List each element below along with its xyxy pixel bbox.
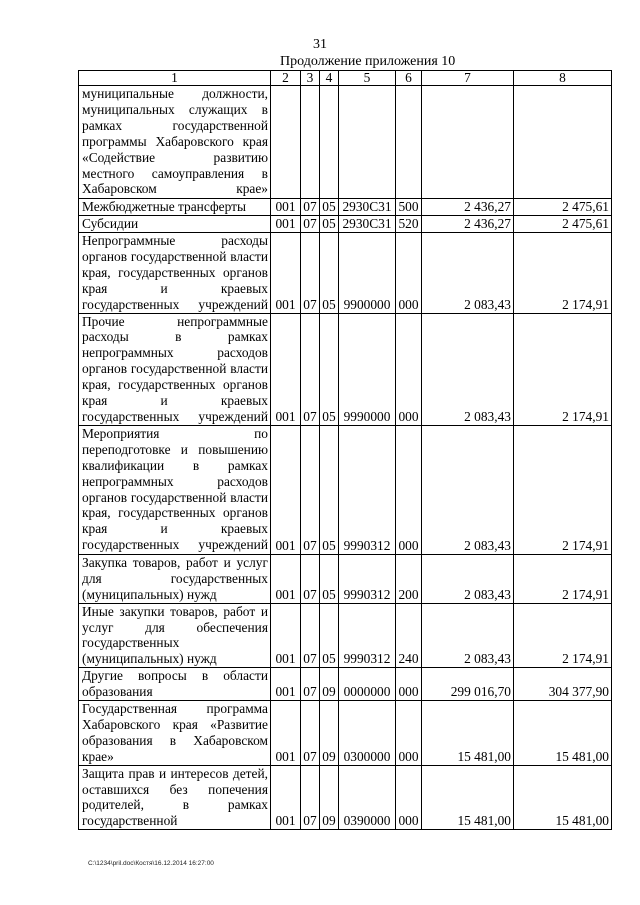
cell-amount-1: 2 083,43 xyxy=(422,603,514,668)
row-description: Защита прав и интересов детей, оставшихся без попечения родителей, в рамках государственной xyxy=(79,765,271,830)
cell-amount-1: 2 083,43 xyxy=(422,313,514,425)
row-description: Иные закупки товаров, работ и услуг для обеспечения государственных (муниципальных) нужд xyxy=(79,603,271,668)
cell-ministry: 001 xyxy=(271,554,301,603)
cell-expense-type: 000 xyxy=(396,313,422,425)
table-row xyxy=(79,199,612,216)
cell-expense-type: 520 xyxy=(396,216,422,233)
row-description: Другие вопросы в области образования xyxy=(79,668,271,701)
row-description: Субсидии xyxy=(79,216,271,233)
row-description: Непрограммные расходы органов государственной власти края, государственных органов края и краевых государственных учреждений xyxy=(79,233,271,314)
cell-ministry: 001 xyxy=(271,425,301,554)
table-row xyxy=(79,313,612,425)
cell-section: 07 xyxy=(301,701,320,766)
row-description: Закупка товаров, работ и услуг для государственных (муниципальных) нужд xyxy=(79,554,271,603)
cell-subsection xyxy=(320,86,339,199)
page-number: 31 xyxy=(313,37,327,52)
cell-amount-1: 2 083,43 xyxy=(422,554,514,603)
cell-ministry: 001 xyxy=(271,313,301,425)
cell-amount-2: 2 174,91 xyxy=(514,603,612,668)
cell-subsection: 05 xyxy=(320,233,339,314)
cell-amount-1: 299 016,70 xyxy=(422,668,514,701)
cell-amount-1: 2 436,27 xyxy=(422,216,514,233)
cell-target-article: 0390000 xyxy=(339,765,396,830)
cell-section: 07 xyxy=(301,313,320,425)
cell-expense-type: 000 xyxy=(396,425,422,554)
cell-ministry: 001 xyxy=(271,233,301,314)
table-row xyxy=(79,765,612,830)
cell-ministry: 001 xyxy=(271,701,301,766)
budget-table xyxy=(78,70,612,830)
cell-target-article: 9990000 xyxy=(339,313,396,425)
cell-expense-type: 000 xyxy=(396,668,422,701)
table-row xyxy=(79,554,612,603)
cell-ministry xyxy=(271,86,301,199)
cell-subsection: 05 xyxy=(320,199,339,216)
cell-section: 07 xyxy=(301,216,320,233)
cell-subsection: 05 xyxy=(320,603,339,668)
cell-amount-2: 2 174,91 xyxy=(514,233,612,314)
cell-section: 07 xyxy=(301,668,320,701)
cell-amount-1: 15 481,00 xyxy=(422,765,514,830)
header-col-2: 2 xyxy=(271,71,301,86)
row-description: муниципальные должности, муниципальных служащих в рамках государственной программы Хабаровского края «Содействие развитию местного самоуправления в Хабаровском крае» xyxy=(79,86,271,199)
cell-amount-2: 15 481,00 xyxy=(514,701,612,766)
cell-amount-2: 2 174,91 xyxy=(514,313,612,425)
table-row xyxy=(79,233,612,314)
cell-amount-2: 2 174,91 xyxy=(514,554,612,603)
cell-subsection: 05 xyxy=(320,216,339,233)
file-path-footer: C:\1234\pril.doc\Костя\16.12.2014 16:27:00 xyxy=(88,860,214,867)
continuation-caption: Продолжение приложения 10 xyxy=(280,54,456,69)
cell-section: 07 xyxy=(301,425,320,554)
header-row xyxy=(79,71,612,86)
header-col-5: 5 xyxy=(339,71,396,86)
cell-subsection: 05 xyxy=(320,313,339,425)
cell-amount-1: 15 481,00 xyxy=(422,701,514,766)
header-col-3: 3 xyxy=(301,71,320,86)
cell-section: 07 xyxy=(301,603,320,668)
table-row xyxy=(79,216,612,233)
cell-amount-2: 2 475,61 xyxy=(514,216,612,233)
row-description: Государственная программа Хабаровского края «Развитие образования в Хабаровском крае» xyxy=(79,701,271,766)
cell-ministry: 001 xyxy=(271,765,301,830)
cell-amount-1: 2 083,43 xyxy=(422,425,514,554)
header-col-1: 1 xyxy=(79,71,271,86)
header-col-7: 7 xyxy=(422,71,514,86)
cell-ministry: 001 xyxy=(271,603,301,668)
cell-amount-2: 2 174,91 xyxy=(514,425,612,554)
cell-amount-1: 2 436,27 xyxy=(422,199,514,216)
cell-target-article: 9990312 xyxy=(339,425,396,554)
cell-expense-type: 000 xyxy=(396,233,422,314)
cell-section: 07 xyxy=(301,765,320,830)
cell-amount-2 xyxy=(514,86,612,199)
cell-expense-type: 000 xyxy=(396,765,422,830)
cell-ministry: 001 xyxy=(271,199,301,216)
row-description: Прочие непрограммные расходы в рамках непрограммных расходов органов государственной власти края, государственных органов края и краевых государственных учреждений xyxy=(79,313,271,425)
cell-target-article: 0300000 xyxy=(339,701,396,766)
cell-section: 07 xyxy=(301,233,320,314)
cell-expense-type xyxy=(396,86,422,199)
cell-target-article: 9990312 xyxy=(339,554,396,603)
cell-target-article: 0000000 xyxy=(339,668,396,701)
cell-section xyxy=(301,86,320,199)
cell-target-article: 2930С31 xyxy=(339,199,396,216)
cell-subsection: 09 xyxy=(320,701,339,766)
table-row xyxy=(79,668,612,701)
header-col-4: 4 xyxy=(320,71,339,86)
cell-amount-1 xyxy=(422,86,514,199)
cell-target-article xyxy=(339,86,396,199)
table-row xyxy=(79,86,612,199)
cell-expense-type: 200 xyxy=(396,554,422,603)
cell-expense-type: 000 xyxy=(396,701,422,766)
cell-subsection: 05 xyxy=(320,554,339,603)
cell-amount-2: 15 481,00 xyxy=(514,765,612,830)
row-description: Межбюджетные трансферты xyxy=(79,199,271,216)
cell-target-article: 9990312 xyxy=(339,603,396,668)
table-row xyxy=(79,701,612,766)
cell-expense-type: 240 xyxy=(396,603,422,668)
cell-ministry: 001 xyxy=(271,668,301,701)
cell-amount-2: 304 377,90 xyxy=(514,668,612,701)
cell-expense-type: 500 xyxy=(396,199,422,216)
cell-ministry: 001 xyxy=(271,216,301,233)
header-col-6: 6 xyxy=(396,71,422,86)
cell-section: 07 xyxy=(301,199,320,216)
table-row xyxy=(79,603,612,668)
cell-amount-2: 2 475,61 xyxy=(514,199,612,216)
table-row xyxy=(79,425,612,554)
cell-subsection: 09 xyxy=(320,668,339,701)
cell-subsection: 05 xyxy=(320,425,339,554)
row-description: Мероприятия по переподготовке и повышению квалификации в рамках непрограммных расходов органов государственной власти края, государственных органов края и краевых государственных учреждений xyxy=(79,425,271,554)
cell-section: 07 xyxy=(301,554,320,603)
cell-amount-1: 2 083,43 xyxy=(422,233,514,314)
cell-subsection: 09 xyxy=(320,765,339,830)
cell-target-article: 9900000 xyxy=(339,233,396,314)
header-col-8: 8 xyxy=(514,71,612,86)
cell-target-article: 2930С31 xyxy=(339,216,396,233)
